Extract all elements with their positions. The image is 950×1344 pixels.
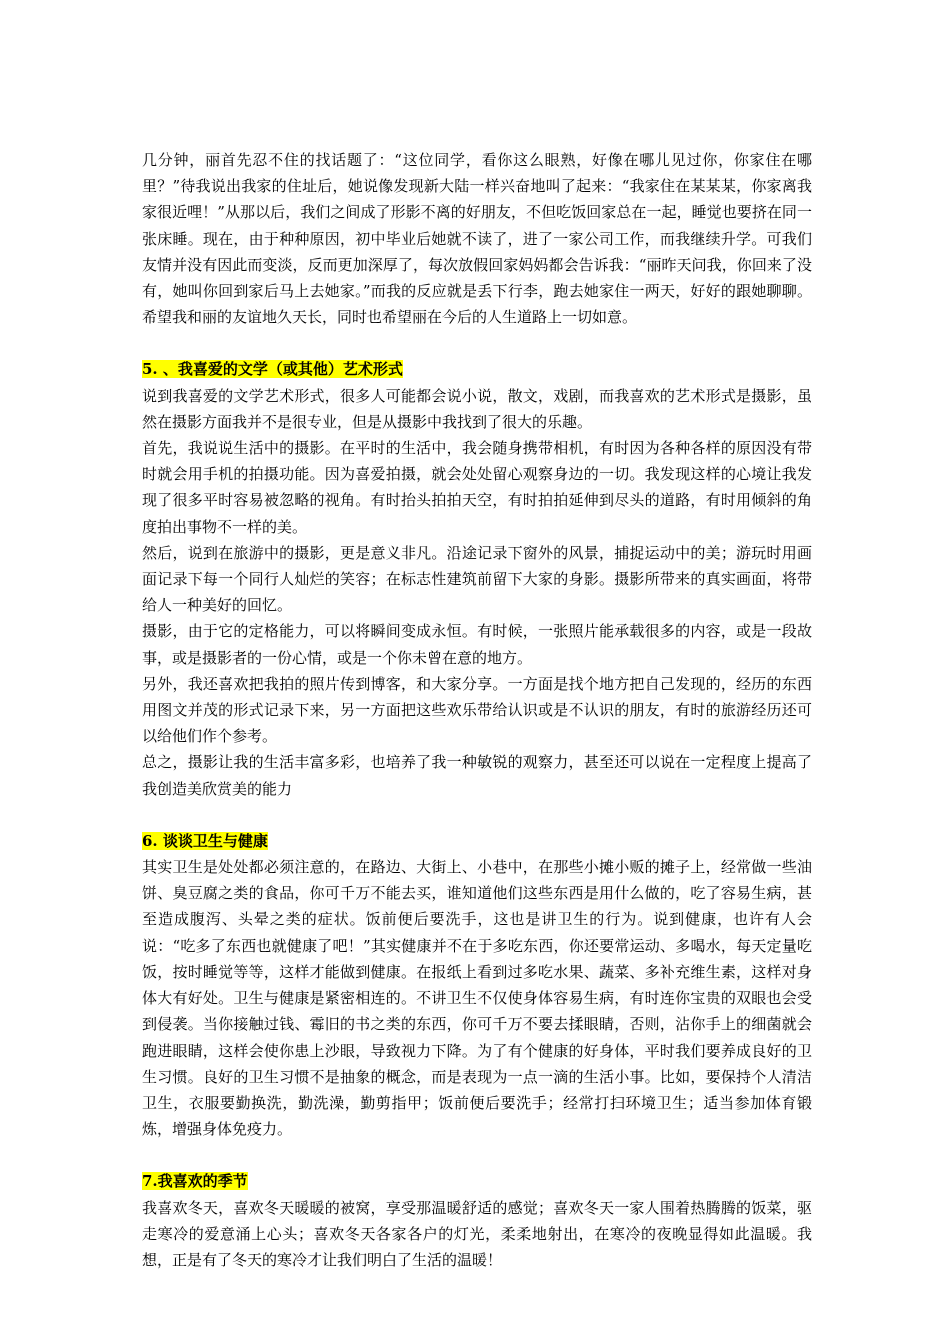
intro-paragraph: 几分钟，丽首先忍不住的找话题了：“这位同学，看你这么眼熟，好像在哪儿见过你，你家住在哪里？”待我说出我家的住址后，她说像发现新大陆一样兴奋地叫了起来：“我家住在某某某，你家离我家很近哩！”从那以后，我们之间成了形影不离的好朋友，不但吃饭回家总在一起，睡觉也要挤在同一张床睡。现在，由于种种原因，初中毕业后她就不读了，进了一家公司工作，而我继续升学。可我们友情并没有因此而变淡，反而更加深厚了，每次放假回家妈妈都会告诉我：“丽昨天问我，你回来了没有，她叫你回到家后马上去她家。”而我的反应就是丢下行李，跑去她家住一两天，好好的跟她聊聊。希望我和丽的友谊地久天长，同时也希望丽在今后的人生道路上一切如意。 [142, 151, 812, 327]
section-5-paragraph: 说到我喜爱的文学艺术形式，很多人可能都会说小说，散文，戏剧，而我喜欢的艺术形式是摄影，虽然在摄影方面我并不是很专业，但是从摄影中我找到了很大的乐趣。 [142, 386, 812, 431]
section-5-paragraph: 总之，摄影让我的生活丰富多彩，也培养了我一种敏锐的观察力，甚至还可以说在一定程度上提高了我创造美欣赏美的能力 [142, 753, 812, 798]
section-5-paragraph: 然后，说到在旅游中的摄影，更是意义非凡。沿途记录下窗外的风景，捕捉运动中的美；游玩时用画面记录下每一个同行人灿烂的笑容；在标志性建筑前留下大家的身影。摄影所带来的真实画面，将带给人一种美好的回忆。 [142, 543, 812, 615]
section-5-paragraph: 摄影，由于它的定格能力，可以将瞬间变成永恒。有时候，一张照片能承载很多的内容，或是一段故事，或是摄影者的一份心情，或是一个你未曾在意的地方。 [142, 622, 812, 667]
section-gap [142, 330, 812, 356]
section-gap [142, 802, 812, 828]
section-7-heading-text: 7.我喜欢的季节 [142, 1172, 248, 1191]
section-5-heading-text: 5. 、我喜爱的文学（或其他）艺术形式 [142, 360, 403, 379]
section-6-heading-text: 6. 谈谈卫生与健康 [142, 831, 268, 850]
document-page [142, 147, 812, 1273]
section-6-paragraph: 其实卫生是处处都必须注意的，在路边、大街上、小巷中，在那些小摊小贩的摊子上，经常做一些油饼、臭豆腐之类的食品，你可千万不能去买，谁知道他们这些东西是用什么做的，吃了容易生病，甚至造成腹泻、头晕之类的症状。饭前便后要洗手，这也是讲卫生的行为。说到健康，也许有人会说：“吃多了东西也就健康了吧！”其实健康并不在于多吃东西，你还要常运动、多喝水，每天定量吃饭，按时睡觉等等，这样才能做到健康。在报纸上看到过多吃水果、蔬菜、多补充维生素，这样对身体大有好处。卫生与健康是紧密相连的。不讲卫生不仅使身体容易生病，有时连你宝贵的双眼也会受到侵袭。当你接触过钱、霉旧的书之类的东西，你可千万不要去揉眼睛，否则，沾你手上的细菌就会跑进眼睛，这样会使你患上沙眼，导致视力下降。为了有个健康的好身体，平时我们要养成良好的卫生习惯。良好的卫生习惯不是抽象的概念，而是表现为一点一滴的生活小事。比如，要保持个人清洁卫生，衣服要勤换洗，勤洗澡，勤剪指甲；饭前便后要洗手；经常打扫环境卫生；适当参加体育锻炼，增强身体免疫力。 [142, 858, 812, 1139]
section-7-heading [142, 1168, 812, 1194]
section-5-heading [142, 356, 812, 382]
section-5-paragraph: 另外，我还喜欢把我拍的照片传到博客，和大家分享。一方面是找个地方把自己发现的，经历的东西用图文并茂的形式记录下来，另一方面把这些欢乐带给认识或是不认识的朋友，有时的旅游经历还可以给他们作个参考。 [142, 674, 812, 746]
section-7-paragraph: 我喜欢冬天，喜欢冬天暖暖的被窝，享受那温暖舒适的感觉；喜欢冬天一家人围着热腾腾的饭菜，驱走寒冷的爱意涌上心头；喜欢冬天各家各户的灯光，柔柔地射出，在寒冷的夜晚显得如此温暖。我想，正是有了冬天的寒冷才让我们明白了生活的温暖！ [142, 1198, 812, 1269]
section-gap [142, 1142, 812, 1168]
section-6-heading [142, 828, 812, 854]
section-5-paragraph: 首先，我说说生活中的摄影。在平时的生活中，我会随身携带相机，有时因为各种各样的原因没有带时就会用手机的拍摄功能。因为喜爱拍摄，就会处处留心观察身边的一切。我发现这样的心境让我发现了很多平时容易被忽略的视角。有时抬头拍拍天空，有时拍拍延伸到尽头的道路，有时用倾斜的角度拍出事物不一样的美。 [142, 439, 812, 536]
